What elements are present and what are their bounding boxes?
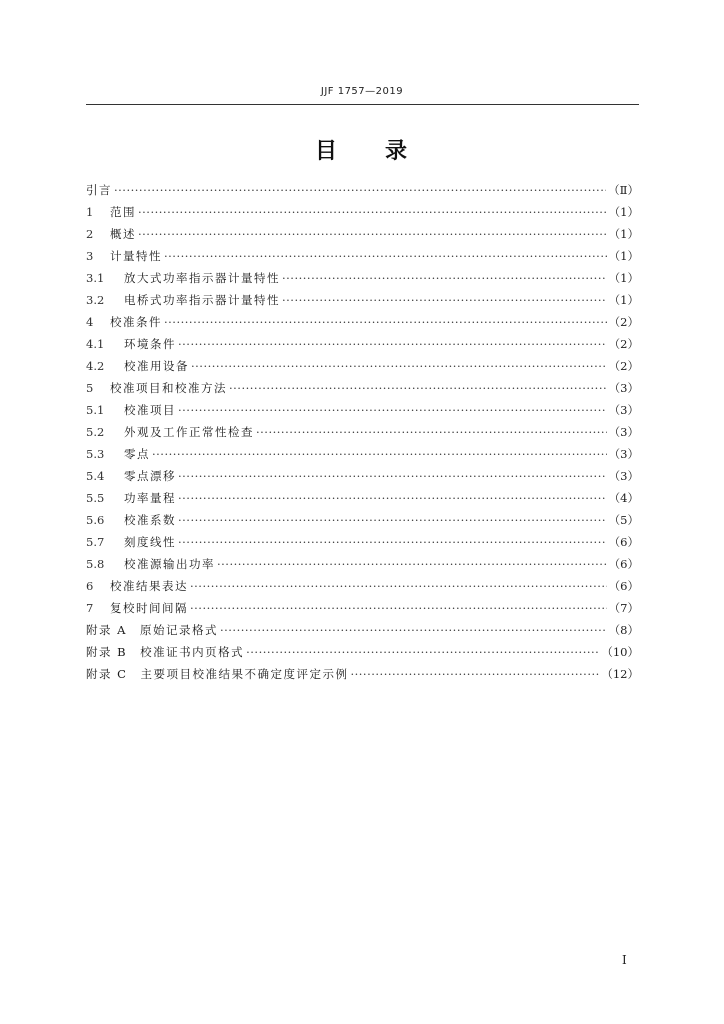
dot-leader: [178, 487, 607, 509]
toc-entry-text: 零点: [124, 447, 150, 461]
toc-entry-2[interactable]: [86, 223, 639, 245]
toc-entry-text: 校准源输出功率: [124, 557, 215, 571]
toc-entry-number: 5.2: [86, 425, 105, 439]
dot-leader: [178, 465, 607, 487]
header-divider: [86, 104, 639, 105]
toc-entry-number: 1: [86, 205, 94, 219]
toc-entry-number: 4.2: [86, 359, 105, 373]
dot-leader: [138, 201, 607, 223]
dot-leader: [114, 179, 606, 201]
toc-entry-appendix-b[interactable]: [86, 641, 639, 663]
toc-entry-appendix-c[interactable]: [86, 663, 639, 685]
toc-entry-4-1[interactable]: [86, 333, 639, 355]
toc-entry-text: 校准项目和校准方法: [110, 381, 227, 395]
dot-leader: [191, 355, 607, 377]
toc-entry-page: （12）: [601, 667, 639, 681]
toc-entry-page: （2）: [608, 337, 639, 351]
toc-entry-5-6[interactable]: [86, 509, 639, 531]
dot-leader: [178, 509, 607, 531]
toc-entry-7[interactable]: [86, 597, 639, 619]
toc-entry-number: 5.8: [86, 557, 105, 571]
toc-entry-number: 3.2: [86, 293, 105, 307]
toc-entry-text: 放大式功率指示器计量特性: [124, 271, 280, 285]
toc-entry-page: （4）: [608, 491, 639, 505]
toc-entry-page: （8）: [608, 623, 639, 637]
toc-entry-page: （2）: [608, 359, 639, 373]
toc-entry-text: 概述: [110, 227, 136, 241]
dot-leader: [178, 333, 607, 355]
toc-entry-5-2[interactable]: [86, 421, 639, 443]
toc-entry-number: 3: [86, 249, 94, 263]
toc-entry-page: （10）: [601, 645, 639, 659]
dot-leader: [190, 597, 607, 619]
toc-entry-4-2[interactable]: [86, 355, 639, 377]
toc-entry-5-4[interactable]: [86, 465, 639, 487]
dot-leader: [246, 641, 599, 663]
toc-entry-1[interactable]: [86, 201, 639, 223]
toc-entry-5-1[interactable]: [86, 399, 639, 421]
dot-leader: [350, 663, 599, 685]
toc-entry-text: 附录 C 主要项目校准结果不确定度评定示例: [86, 667, 349, 681]
toc-entry-page: （1）: [608, 271, 639, 285]
toc-entry-page: （3）: [608, 469, 639, 483]
toc-entry-text: 计量特性: [110, 249, 162, 263]
toc-entry-page: （5）: [608, 513, 639, 527]
toc-entry-text: 电桥式功率指示器计量特性: [124, 293, 280, 307]
toc-entry-number: 3.1: [86, 271, 105, 285]
toc-entry-text: 范围: [110, 205, 136, 219]
toc-entry-number: 4.1: [86, 337, 105, 351]
toc-entry-page: （2）: [608, 315, 639, 329]
toc-entry-text: 校准用设备: [124, 359, 189, 373]
toc-entry-5-5[interactable]: [86, 487, 639, 509]
toc-entry-3-1[interactable]: [86, 267, 639, 289]
toc-entry-page: （6）: [608, 535, 639, 549]
toc-entry-page: （7）: [608, 601, 639, 615]
toc-entry-4[interactable]: [86, 311, 639, 333]
toc-entry-number: 4: [86, 315, 94, 329]
dot-leader: [178, 399, 607, 421]
toc-entry-number: 5.4: [86, 469, 105, 483]
toc-entry-text: 校准条件: [110, 315, 162, 329]
table-of-contents: [86, 179, 639, 685]
toc-entry-page: （3）: [608, 425, 639, 439]
toc-entry-number: 5.5: [86, 491, 105, 505]
toc-entry-preface[interactable]: [86, 179, 639, 201]
toc-entry-text: 复校时间间隔: [110, 601, 188, 615]
toc-entry-page: （6）: [608, 579, 639, 593]
dot-leader: [138, 223, 607, 245]
toc-entry-number: 6: [86, 579, 94, 593]
toc-entry-text: 外观及工作正常性检查: [124, 425, 254, 439]
toc-entry-page: （3）: [608, 381, 639, 395]
toc-entry-5-8[interactable]: [86, 553, 639, 575]
toc-entry-text: 校准结果表达: [110, 579, 188, 593]
dot-leader: [178, 531, 607, 553]
toc-entry-page: （Ⅱ）: [608, 183, 639, 197]
toc-entry-text: 引言: [86, 183, 112, 197]
toc-entry-page: （1）: [608, 227, 639, 241]
dot-leader: [164, 311, 607, 333]
toc-entry-page: （3）: [608, 403, 639, 417]
toc-entry-text: 校准项目: [124, 403, 176, 417]
toc-entry-5[interactable]: [86, 377, 639, 399]
toc-entry-text: 校准系数: [124, 513, 176, 527]
page-number: I: [622, 953, 627, 967]
toc-entry-text: 零点漂移: [124, 469, 176, 483]
toc-entry-text: 刻度线性: [124, 535, 176, 549]
toc-entry-page: （1）: [608, 293, 639, 307]
toc-entry-appendix-a[interactable]: [86, 619, 639, 641]
toc-entry-6[interactable]: [86, 575, 639, 597]
toc-entry-page: （1）: [608, 205, 639, 219]
page-header: JJF 1757—2019: [320, 86, 404, 97]
toc-entry-text: 功率量程: [124, 491, 176, 505]
toc-entry-number: 7: [86, 601, 94, 615]
dot-leader: [152, 443, 607, 465]
toc-entry-5-7[interactable]: [86, 531, 639, 553]
dot-leader: [217, 553, 607, 575]
toc-entry-page: （6）: [608, 557, 639, 571]
dot-leader: [282, 267, 607, 289]
dot-leader: [220, 619, 607, 641]
dot-leader: [282, 289, 607, 311]
title-char-2: 录: [385, 139, 410, 164]
dot-leader: [229, 377, 607, 399]
toc-entry-number: 2: [86, 227, 94, 241]
toc-entry-number: 5.6: [86, 513, 105, 527]
toc-entry-text: 附录 A 原始记录格式: [86, 623, 218, 637]
toc-entry-number: 5: [86, 381, 94, 395]
toc-entry-5-3[interactable]: [86, 443, 639, 465]
toc-entry-3[interactable]: [86, 245, 639, 267]
toc-entry-text: 环境条件: [124, 337, 176, 351]
dot-leader: [256, 421, 607, 443]
toc-entry-3-2[interactable]: [86, 289, 639, 311]
title-char-1: 目: [314, 139, 339, 164]
dot-leader: [190, 575, 607, 597]
page-title: [0, 134, 724, 165]
toc-entry-page: （1）: [608, 249, 639, 263]
toc-entry-number: 5.3: [86, 447, 105, 461]
toc-entry-number: 5.1: [86, 403, 105, 417]
toc-entry-number: 5.7: [86, 535, 105, 549]
toc-entry-page: （3）: [608, 447, 639, 461]
dot-leader: [164, 245, 607, 267]
toc-entry-text: 附录 B 校准证书内页格式: [86, 645, 245, 659]
